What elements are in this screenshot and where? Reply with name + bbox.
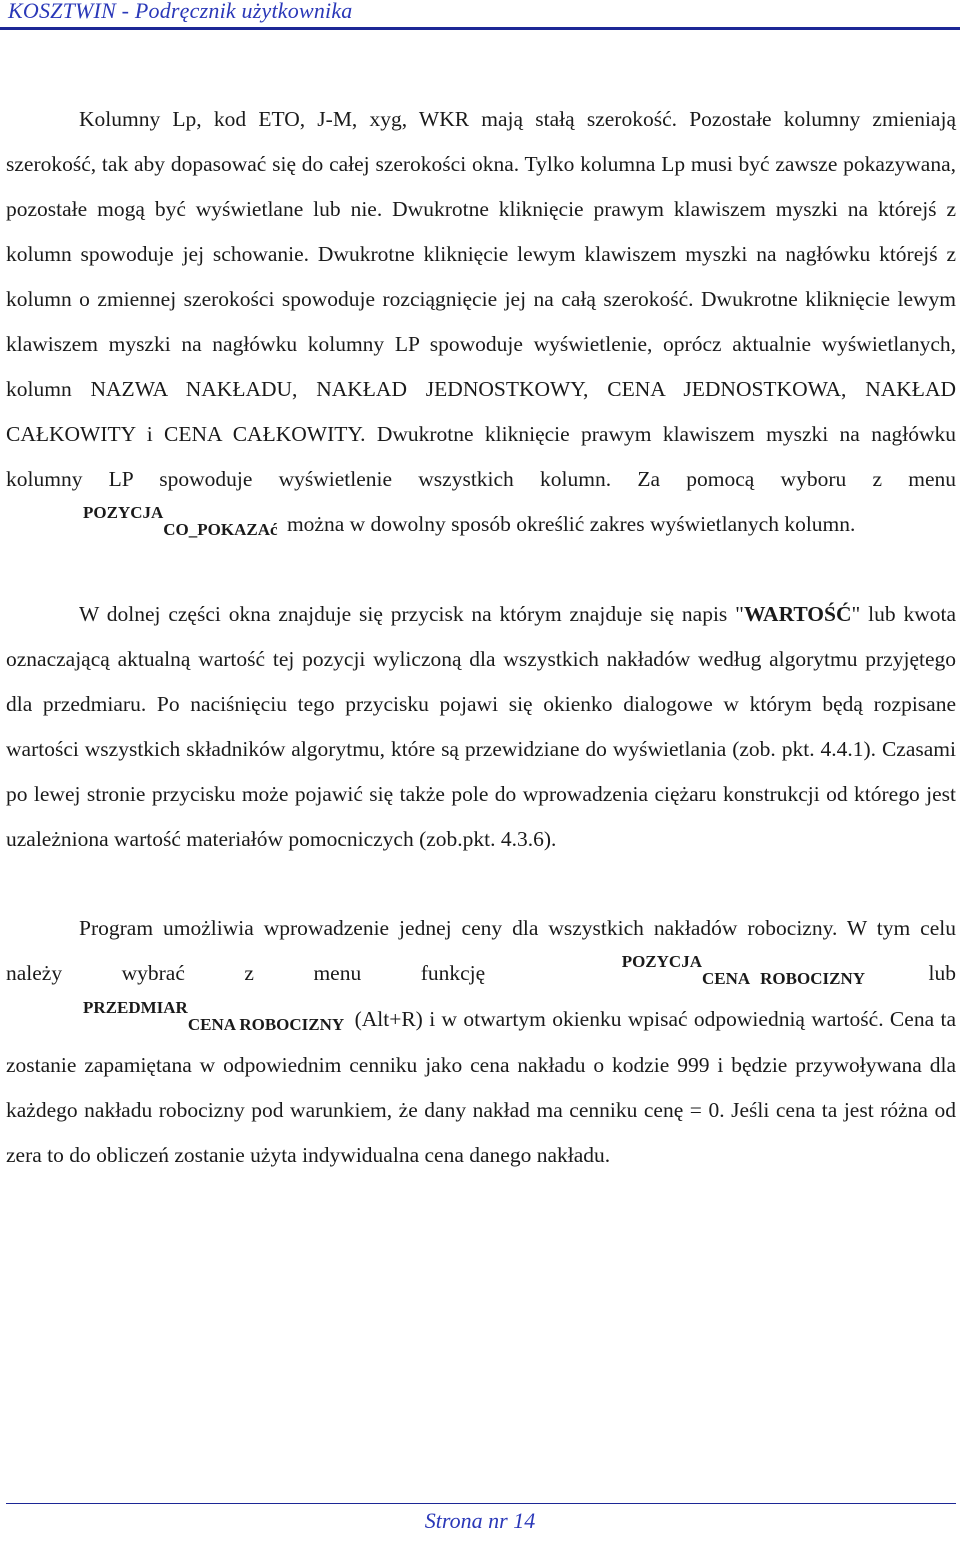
menu-path-item: CENA ROBOCIZNY <box>187 1015 345 1034</box>
page-number: Strona nr 14 <box>424 1508 536 1533</box>
paragraph-text: W dolnej części okna znajduje się przycisk na którym znajduje się napis " <box>79 602 744 626</box>
paragraph-value-button <box>6 592 956 862</box>
page-header <box>0 0 960 28</box>
menu-path-item: PRZEDMIAR <box>83 998 188 1017</box>
header-title: KOSZTWIN - Podręcznik użytkownika <box>8 0 353 23</box>
menu-path-przedmiar-cena-robocizny <box>10 998 344 1043</box>
header-rule <box>0 27 960 30</box>
paragraph-text: lub <box>928 961 957 985</box>
menu-path-item: ROBOCIZNY <box>760 969 866 988</box>
footer-rule <box>6 1503 956 1504</box>
menu-path-item: CO_POKAZAć <box>163 520 278 539</box>
paragraph-columns <box>6 97 956 548</box>
paragraph-text: Kolumny Lp, kod ETO, J-M, xyg, WKR mają stałą szerokość. Pozostałe kolumny zmieniają szerokość, tak aby dopasować się do całej szerokości okna. Tylko kolumna Lp musi być zawsze pokazywana, pozostałe mogą być wyświetlane lub nie. Dwukrotne kliknięcie prawym klawiszem myszki na którejś z kolumn spowoduje jej schowanie. Dwukrotne kliknięcie lewym klawiszem myszki na nagłówku którejś z kolumn o zmiennej szerokości spowoduje rozciągnięcie jej na całą szerokość. Dwukrotne kliknięcie lewym klawiszem myszki na nagłówku kolumny LP spowoduje wyświetlenie, oprócz aktualnie wyświetlanych, kolumn NAZWA NAKŁADU, NAKŁAD JEDNOSTKOWY, CENA JEDNOSTKOWA, NAKŁAD CAŁKOWITY i CENA CAŁKOWITY. Dwukrotne kliknięcie prawym klawiszem myszki na nagłówku kolumny LP spowoduje wyświetlenie wszystkich kolumn. Za pomocą wyboru z menu <box>6 107 956 491</box>
menu-path-item: CENA <box>701 969 751 988</box>
menu-path-pozycja-co-pokazac <box>10 503 278 548</box>
menu-path-item: POZYCJA <box>83 503 164 522</box>
paragraph-labor-price <box>6 906 956 1178</box>
menu-path-pozycja-cena-robocizny <box>549 952 865 997</box>
paragraph-text: można w dowolny sposób określić zakres wyświetlanych kolumn. <box>286 512 856 536</box>
document-body <box>6 97 956 1178</box>
button-label-wartosc: WARTOŚĆ <box>743 602 852 626</box>
paragraph-text: " lub kwota oznaczającą aktualną wartość tej pozycji wyliczoną dla wszystkich nakładów według algorytmu przyjętego dla przedmiaru. Po naciśnięciu tego przycisku pojawi się okienko dialogowe w którym będą rozpisane wartości wszystkich składników algorytmu, które są przewidziane do wyświetlania (zob. pkt. 4.4.1). Czasami po lewej stronie przycisku może pojawić się także pole do wprowadzenia ciężaru konstrukcji od którego jest uzależniona wartość materiałów pomocniczych (zob.pkt. 4.3.6). <box>6 602 957 851</box>
menu-path-item: POZYCJA <box>621 952 702 971</box>
paragraph-text: (Alt+R) i w otwartym okienku wpisać odpowiednią wartość. Cena ta zostanie zapamiętana w odpowiednim cenniku jako cena nakładu o kodzie 999 i będzie przywoływana dla każdego nakładu robocizny pod warunkiem, że dany nakład ma cenniku cenę = 0. Jeśli cena ta jest różna od zera to do obliczeń zostanie użyta indywidualna cena danego nakładu. <box>6 1007 956 1167</box>
paragraph-text: Program umożliwia wprowadzenie jednej ceny dla wszystkich nakładów robocizny. W tym celu należy wybrać z menu funkcję <box>6 916 956 985</box>
